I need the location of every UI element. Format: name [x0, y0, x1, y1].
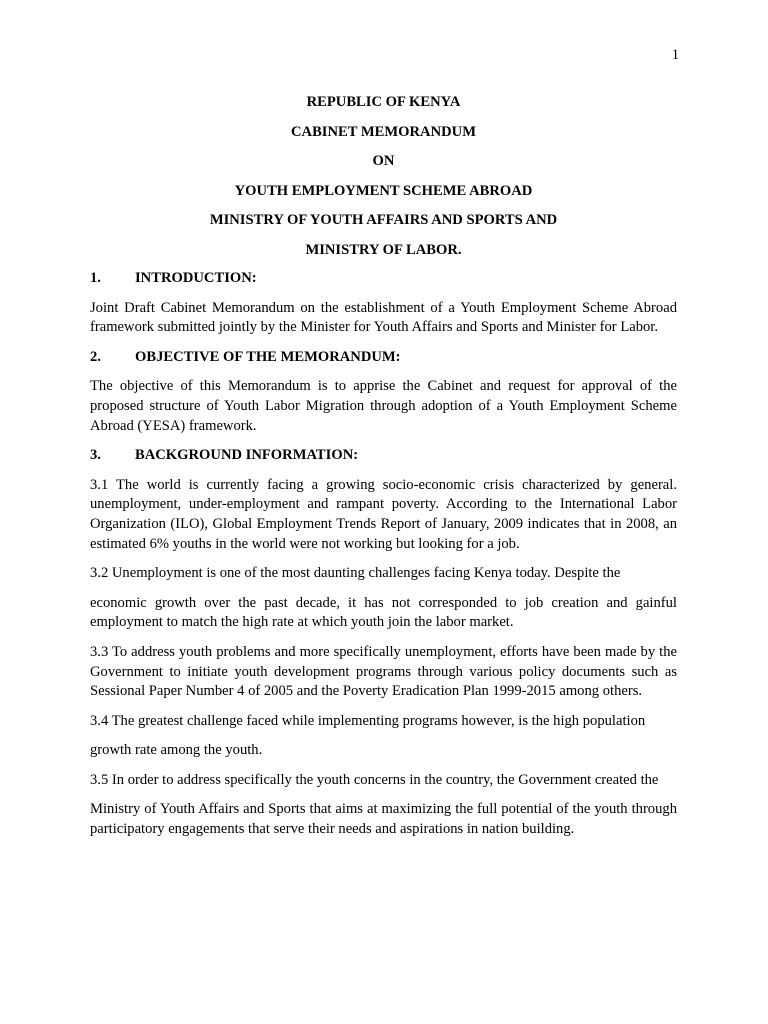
section-title: BACKGROUND INFORMATION:	[135, 447, 359, 464]
paragraph: Joint Draft Cabinet Memorandum on the establishment of a Youth Employment Scheme Abroad framework submitted jointly by the Minister for Youth Affairs and Sports and Minister for Labor.	[90, 299, 677, 336]
section-title: INTRODUCTION:	[135, 270, 257, 286]
section-heading-introduction	[90, 269, 677, 289]
paragraph: The objective of this Memorandum is to apprise the Cabinet and request for approval of the proposed structure of Youth Labor Migration through adoption of a Youth Employment Scheme Abroad (YESA) framework.	[90, 378, 677, 434]
title-block	[90, 93, 677, 271]
paragraph-3-2-continued: economic growth over the past decade, it has not corresponded to job creation and gainful employment to match the high rate at which youth join the labor market.	[90, 594, 677, 631]
section-title: OBJECTIVE OF THE MEMORANDUM:	[135, 348, 401, 365]
title-ministry-labor: MINISTRY OF LABOR.	[305, 241, 462, 258]
section-number: 1.	[90, 270, 101, 286]
paragraph-3-2: 3.2 Unemployment is one of the most daunting challenges facing Kenya today. Despite the	[90, 565, 621, 582]
section-number: 3.	[90, 447, 101, 464]
section-number: 2.	[90, 348, 101, 365]
paragraph-3-4-continued: growth rate among the youth.	[90, 742, 263, 759]
title-document-type: CABINET MEMORANDUM	[291, 123, 476, 140]
paragraph-3-4: 3.4 The greatest challenge faced while implementing programs however, is the high population	[90, 712, 646, 729]
paragraph-3-5: 3.5 In order to address specifically the youth concerns in the country, the Government created the	[90, 771, 659, 788]
section-heading-background	[90, 446, 677, 466]
section-heading-objective	[90, 348, 677, 368]
memo-body	[90, 269, 677, 850]
paragraph-3-1: 3.1 The world is currently facing a growing socio-economic crisis characterized by general. unemployment, under-employment and rampant poverty. According to the International Labor Organization (ILO), Global Employment Trends Report of January, 2009 indicates that in 2008, an estimated 6% youths in the world were not working but looking for a job.	[90, 476, 677, 552]
title-country: REPUBLIC OF KENYA	[306, 94, 461, 110]
title-subject: YOUTH EMPLOYMENT SCHEME ABROAD	[234, 182, 533, 199]
paragraph-3-3: 3.3 To address youth problems and more specifically unemployment, efforts have been made by the Government to initiate youth development programs through various policy documents such as Sessional Paper Number 4 of 2005 and the Poverty Eradication Plan 1999-2015 among others.	[90, 643, 677, 700]
title-ministry-youth: MINISTRY OF YOUTH AFFAIRS AND SPORTS AND	[209, 212, 558, 229]
title-on: ON	[372, 153, 395, 170]
paragraph-3-5-continued: Ministry of Youth Affairs and Sports that aims at maximizing the full potential of the youth through participatory engagements that serve their needs and aspirations in nation building.	[90, 801, 677, 838]
page-number: 1	[671, 47, 679, 63]
